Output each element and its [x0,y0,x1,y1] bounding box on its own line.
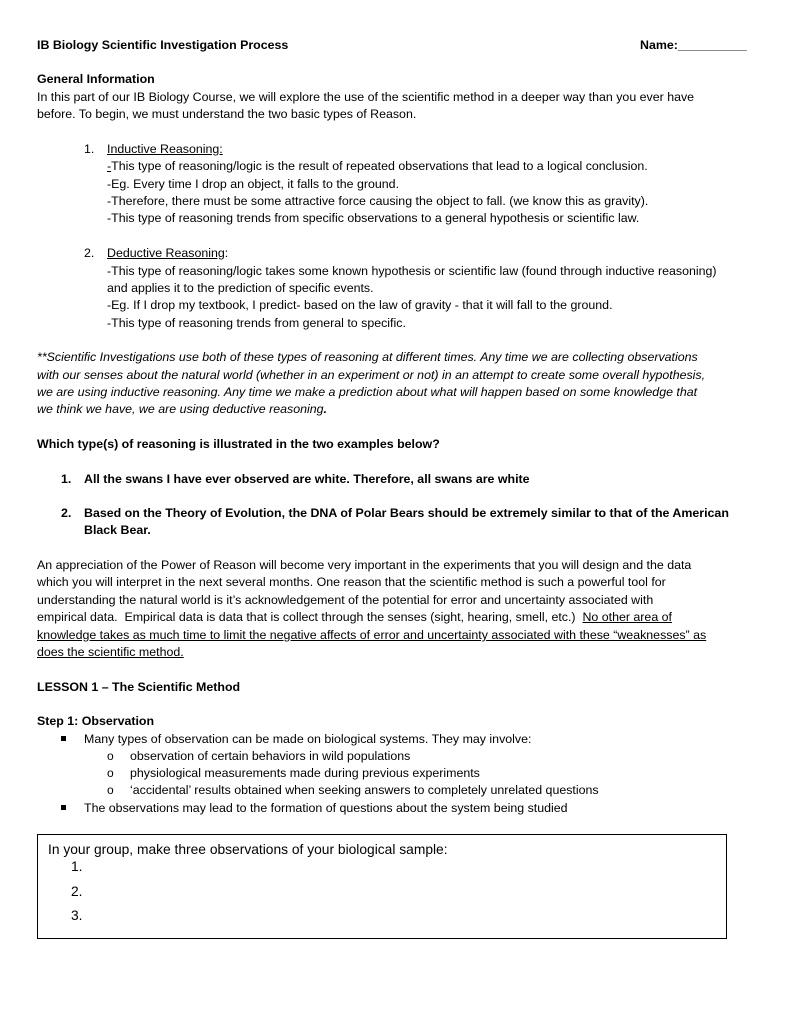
inductive-title: Inductive Reasoning: [107,142,223,156]
note-line-4-text: we think we have, we are using deductive reasoning [37,402,324,416]
inductive-dash: - [107,159,112,173]
circle-bullet-icon: o [107,749,114,763]
deductive-line-1: -This type of reasoning/logic takes some known hypothesis or scientific law (found through inductive reasoning) [107,264,717,278]
power-line-1: An appreciation of the Power of Reason will become very important in the experiments that you will design and the data [37,558,692,572]
square-bullet-icon [61,736,66,741]
note-line-1: **Scientific Investigations use both of these types of reasoning at different times. Any time we are collecting observations [37,350,698,364]
deductive-heading [107,245,228,262]
observation-answer-box[interactable] [37,834,727,939]
power-line-2: which you will interpret in the next several months. One reason that the scientific method is such a powerful tool for [37,575,666,589]
question-prompt: Which type(s) of reasoning is illustrated in the two examples below? [37,437,440,451]
general-heading: General Information [37,72,155,86]
observation-bullet-2: The observations may lead to the formation of questions about the system being studied [84,801,568,815]
inductive-line-1-text: This type of reasoning/logic is the result of repeated observations that lead to a logical conclusion. [111,159,648,173]
answer-3-number: 3. [71,908,83,923]
answer-1-number: 1. [71,859,83,874]
observation-sub-3: ‘accidental’ results obtained when seeking answers to completely unrelated questions [130,783,599,797]
power-line-6: does the scientific method. [37,645,184,659]
power-line-5: knowledge takes as much time to limit the negative affects of error and uncertainty associated with these “weaknesses” as [37,628,707,642]
note-line-4 [37,401,327,418]
inductive-number: 1. [84,142,95,156]
power-line-4 [37,609,672,626]
question-1-text: All the swans I have ever observed are white. Therefore, all swans are white [84,472,530,486]
power-line-4-text: empirical data. Empirical data is data that is collect through the senses (sight, hearing, smell, etc.) [37,610,583,624]
square-bullet-icon [61,805,66,810]
inductive-line-4: -This type of reasoning trends from specific observations to a general hypothesis or scientific law. [107,211,640,225]
deductive-title: Deductive Reasoning [107,246,225,260]
name-field-label: Name:__________ [640,38,747,52]
inductive-line-1 [107,158,648,175]
note-line-3: we are using inductive reasoning. Any time we make a prediction about what will happen based on some knowledge that [37,385,698,399]
intro-line-2: before. To begin, we must understand the two basic types of Reason. [37,107,417,121]
deductive-line-3: -Eg. If I drop my textbook, I predict- based on the law of gravity - that it will fall to the ground. [107,298,613,312]
question-2-number: 2. [61,506,72,520]
note-period: . [323,402,327,416]
intro-line-1: In this part of our IB Biology Course, we will explore the use of the scientific method in a deeper way than you ever have [37,90,695,104]
note-line-2: with our senses about the natural world (whether in an experiment or not) in an attempt to create some overall hypothesis, [37,368,706,382]
deductive-line-2: and applies it to the prediction of specific events. [107,281,374,295]
question-1-number: 1. [61,472,72,486]
observation-sub-2: physiological measurements made during previous experiments [130,766,480,780]
question-2-line-1: Based on the Theory of Evolution, the DNA of Polar Bears should be extremely similar to that of the American [84,506,729,520]
observation-bullet-1: Many types of observation can be made on biological systems. They may involve: [84,732,532,746]
answer-2-number: 2. [71,884,83,899]
document-title: IB Biology Scientific Investigation Process [37,38,289,52]
lesson-title: LESSON 1 – The Scientific Method [37,680,241,694]
deductive-colon: : [224,246,229,260]
inductive-line-2: -Eg. Every time I drop an object, it falls to the ground. [107,177,400,191]
step-1-heading: Step 1: Observation [37,714,155,728]
question-2-line-2: Black Bear. [84,523,151,537]
circle-bullet-icon: o [107,766,114,780]
box-prompt: In your group, make three observations of your biological sample: [48,842,448,857]
inductive-line-3: -Therefore, there must be some attractive force causing the object to fall. (we know this as gravity). [107,194,649,208]
power-line-3: understanding the natural world is it’s acknowledgement of the potential for error and uncertainty associated with [37,593,654,607]
circle-bullet-icon: o [107,783,114,797]
power-line-4-underlined: No other area of [582,610,672,624]
observation-sub-1: observation of certain behaviors in wild populations [130,749,411,763]
deductive-line-4: -This type of reasoning trends from general to specific. [107,316,406,330]
deductive-number: 2. [84,246,95,260]
